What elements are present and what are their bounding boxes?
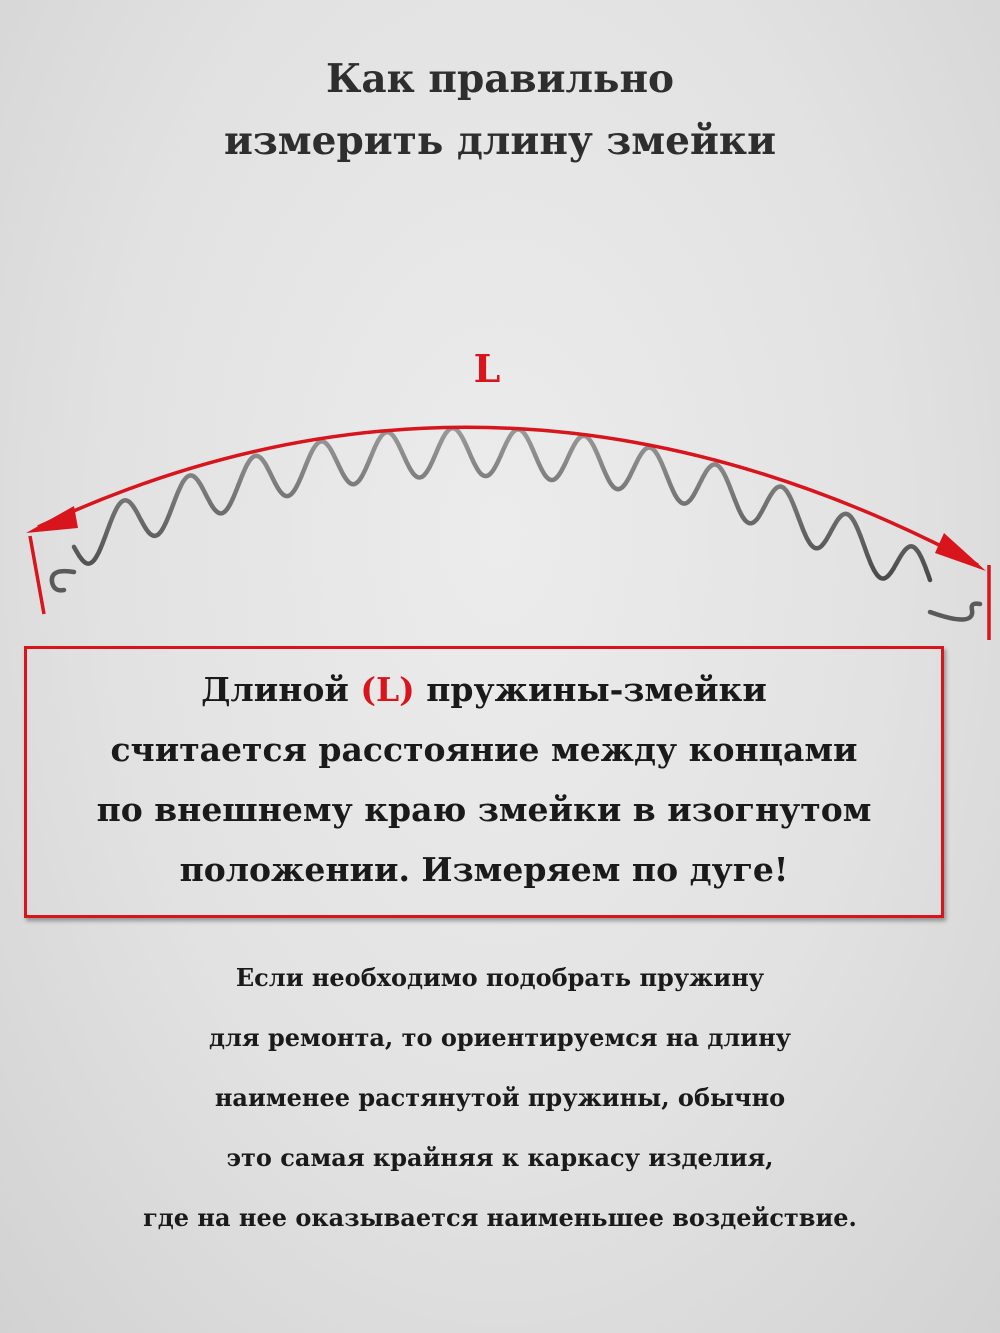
note-line-2: для ремонта, то ориентируемся на длину <box>208 1023 792 1052</box>
title-line-1: Как правильно <box>325 56 675 102</box>
definition-line-1-start: Длиной <box>201 670 361 709</box>
left-end-tick <box>30 536 44 614</box>
definition-text <box>24 660 944 900</box>
page-title <box>0 48 1000 172</box>
length-label: L <box>473 346 501 391</box>
note-line-1: Если необходимо подобрать пружину <box>235 963 765 992</box>
note-line-4: это самая крайняя к каркасу изделия, <box>226 1143 774 1172</box>
definition-line-1-end: пружины-змейки <box>414 670 767 709</box>
definition-line-3: по внешнему краю змейки в изогнутом <box>96 790 872 829</box>
definition-line-4: положении. Измеряем по дуге! <box>179 850 789 889</box>
length-symbol: (L) <box>360 670 415 709</box>
note-line-5: где на нее оказывается наименьшее воздействие. <box>143 1203 857 1232</box>
spring-left-hook <box>52 571 74 590</box>
zigzag-spring <box>74 428 930 580</box>
arc-left-arrowhead <box>26 506 78 533</box>
note-line-3: наименее растянутой пружины, обычно <box>214 1083 786 1112</box>
measurement-arc <box>38 427 978 565</box>
repair-note <box>0 948 1000 1248</box>
spring-measurement-diagram <box>0 330 1000 650</box>
spring-right-hook <box>930 604 980 620</box>
definition-line-2: считается расстояние между концами <box>110 730 858 769</box>
arc-right-arrowhead <box>935 533 986 571</box>
definition-line-1 <box>24 660 944 720</box>
title-line-2: измерить длину змейки <box>223 118 777 164</box>
